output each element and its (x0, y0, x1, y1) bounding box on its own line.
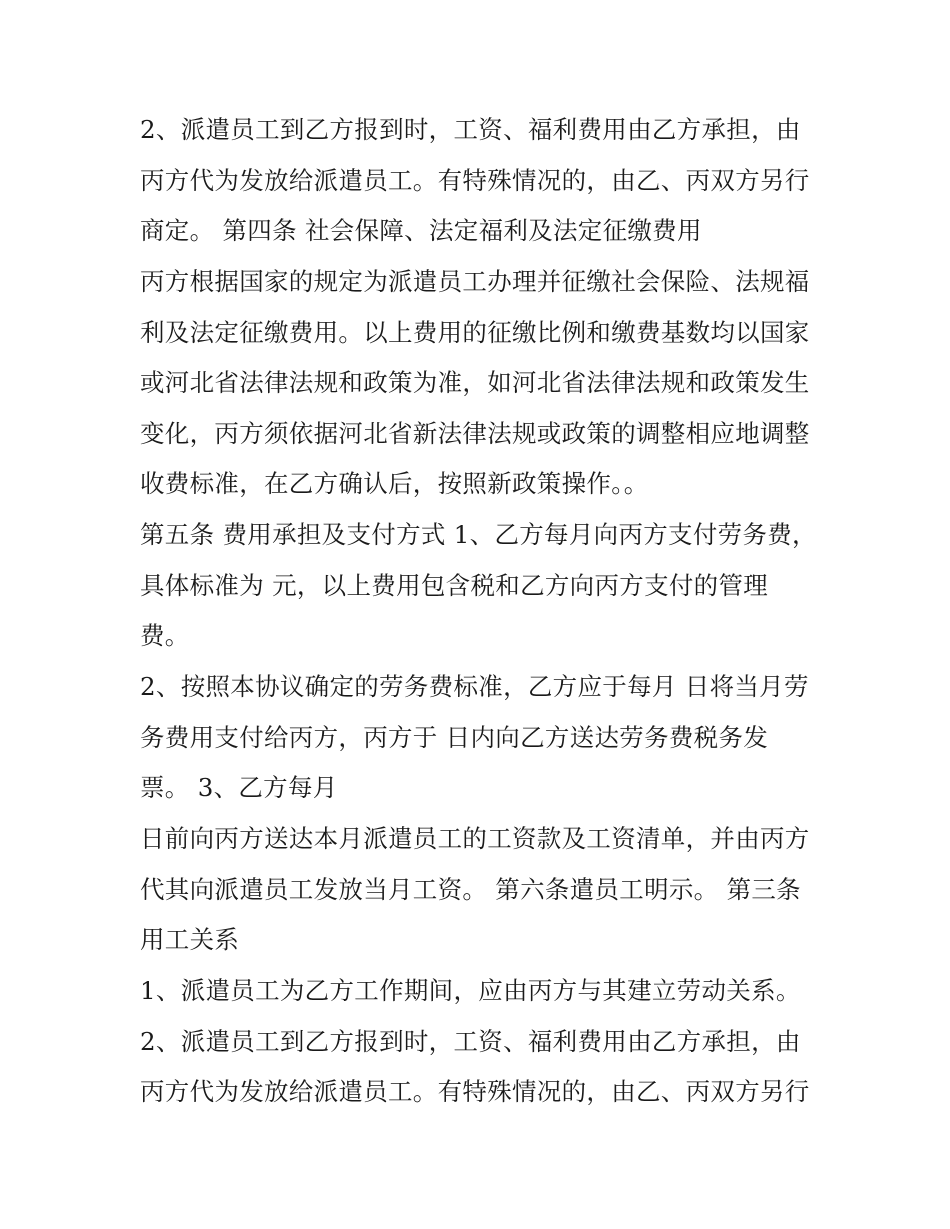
text-line: 费。 (140, 621, 190, 651)
text-line: 2、按照本协议确定的劳务费标准，乙方应于每月 日将当月劳 (140, 672, 809, 702)
text-line: 或河北省法律法规和政策为准，如河北省法律法规和政策发生 (140, 368, 810, 398)
text-line: 丙方代为发放给派遣员工。有特殊情况的，由乙、丙双方另行 (140, 1077, 810, 1107)
text-line: 商定。 第四条 社会保障、法定福利及法定征缴费用 (140, 216, 702, 246)
text-line: 日前向丙方送达本月派遣员工的工资款及工资清单，并由丙方 (140, 823, 810, 853)
text-line: 具体标准为 元，以上费用包含税和乙方向丙方支付的管理 (140, 570, 769, 600)
text-line: 变化，丙方须依据河北省新法律法规或政策的调整相应地调整 (140, 418, 810, 448)
text-line: 第五条 费用承担及支付方式 1、乙方每月向丙方支付劳务费， (140, 520, 817, 550)
text-line: 丙方根据国家的规定为派遣员工办理并征缴社会保险、法规福 (140, 266, 810, 296)
text-line: 代其向派遣员工发放当月工资。 第六条遣员工明示。 第三条 (140, 874, 801, 904)
text-line: 丙方代为发放给派遣员工。有特殊情况的，由乙、丙双方另行 (140, 165, 810, 195)
text-line: 利及法定征缴费用。以上费用的征缴比例和缴费基数均以国家 (140, 317, 810, 347)
text-line: 用工关系 (140, 925, 240, 955)
text-line: 2、派遣员工到乙方报到时，工资、福利费用由乙方承担，由 (140, 115, 801, 144)
text-line: 1、派遣员工为乙方工作期间，应由丙方与其建立劳动关系。 (140, 975, 801, 1005)
text-line: 票。 3、乙方每月 (140, 773, 338, 803)
document-body (140, 105, 830, 1118)
text-line: 收费标准，在乙方确认后，按照新政策操作。。 (140, 469, 649, 499)
text-line: 2、派遣员工到乙方报到时，工资、福利费用由乙方承担，由 (140, 1026, 801, 1056)
text-line: 务费用支付给丙方，丙方于 日内向乙方送达劳务费税务发 (140, 722, 769, 752)
